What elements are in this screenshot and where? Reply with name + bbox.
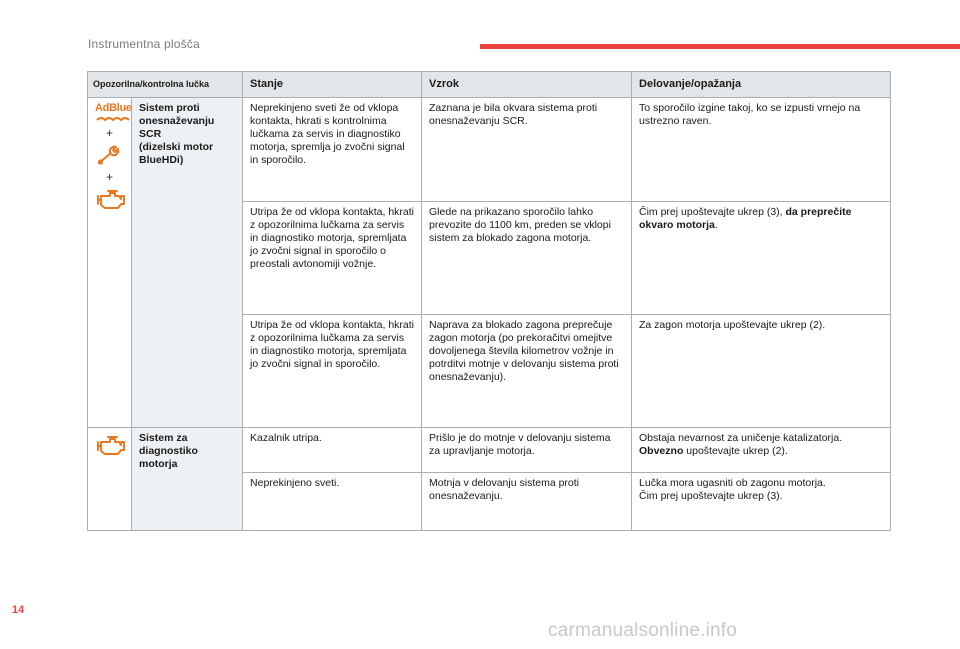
watermark: carmanualsonline.info <box>548 620 738 641</box>
page-header-title: Instrumentna plošča <box>88 37 200 51</box>
action-cell: To sporočilo izgine takoj, ko se izpusti vrnejo na ustrezno raven. <box>632 98 891 202</box>
scr-system-line: Sistem proti <box>139 102 200 114</box>
state-cell: Neprekinjeno sveti že od vklopa kontakta, hkrati s kontrolnima lučkama za servis in diagnostiko motorja, spremlja jo zvočni signal in sporočilo. <box>243 98 422 202</box>
scr-icons-cell <box>88 98 132 428</box>
adblue-icon <box>95 102 132 122</box>
adblue-label: AdBlue <box>95 102 132 114</box>
wrench-icon <box>97 144 123 166</box>
diag-system-line: Sistem za <box>139 432 188 444</box>
table-row <box>88 98 891 202</box>
page-number: 14 <box>12 604 25 616</box>
state-cell: Neprekinjeno sveti. <box>243 473 422 531</box>
action-cell <box>632 428 891 473</box>
plus-sign: + <box>105 170 113 184</box>
action-text-end: . <box>714 219 718 231</box>
plus-sign: + <box>105 126 113 140</box>
scr-system-label <box>132 98 243 428</box>
cause-cell: Prišlo je do motnje v delovanju sistema za upravljanje motorja. <box>422 428 632 473</box>
col-header-lamp: Opozorilna/kontrolna lučka <box>88 72 243 98</box>
scr-system-line: (dizelski motor <box>139 141 214 153</box>
scr-system-line: BlueHDi) <box>139 154 184 166</box>
col-header-cause: Vzrok <box>422 72 632 98</box>
col-header-state: Stanje <box>243 72 422 98</box>
state-cell: Utripa že od vklopa kontakta, hkrati z opozorilnima lučkama za servis in diagnostiko motorja, spremljata jo zvočni signal in sporočilo o preostali avtonomiji vožnje. <box>243 202 422 315</box>
state-cell: Kazalnik utripa. <box>243 428 422 473</box>
action-line: Lučka mora ugasniti ob zagonu motorja. <box>639 477 826 489</box>
cause-cell: Zaznana je bila okvara sistema proti onesnaževanju SCR. <box>422 98 632 202</box>
scr-system-line: SCR <box>139 128 162 140</box>
diag-system-label <box>132 428 243 531</box>
state-cell: Utripa že od vklopa kontakta, hkrati z opozorilnima lučkama za servis in diagnostiko motorja, spremljata jo zvočni signal in sporočilo. <box>243 315 422 428</box>
action-cell: Za zagon motorja upoštevajte ukrep (2). <box>632 315 891 428</box>
diag-icons-cell <box>88 428 132 531</box>
action-emphasis: da preprečite okvaro motorja <box>639 206 852 231</box>
action-line: Obstaja nevarnost za uničenje katalizatorja. <box>639 432 843 444</box>
header-accent-bar <box>480 44 960 49</box>
cause-cell: Motnja v delovanju sistema proti onesnaževanju. <box>422 473 632 531</box>
diag-system-line: motorja <box>139 458 178 470</box>
col-header-action: Delovanje/opažanja <box>632 72 891 98</box>
action-emphasis: Obvezno <box>639 445 684 457</box>
action-line: Čim prej upoštevajte ukrep (3). <box>639 490 783 502</box>
cause-cell: Glede na prikazano sporočilo lahko prevozite do 1100 km, preden se vklopi sistem za blokado zagona motorja. <box>422 202 632 315</box>
cause-cell: Naprava za blokado zagona preprečuje zagon motorja (po prekoračitvi omejitve dovoljenega števila kilometrov vožnje in potrditvi motnje v delovanju sistema proti onesnaževanju). <box>422 315 632 428</box>
action-text-end: upoštevajte ukrep (2). <box>683 445 788 457</box>
table-row <box>88 428 891 473</box>
engine-icon <box>95 188 127 210</box>
diag-system-line: diagnostiko <box>139 445 198 457</box>
scr-system-line: onesnaževanju <box>139 115 215 127</box>
table-header-row <box>88 72 891 98</box>
action-cell <box>632 202 891 315</box>
engine-icon <box>95 434 127 456</box>
action-text: Čim prej upoštevajte ukrep (3), <box>639 206 786 218</box>
action-cell <box>632 473 891 531</box>
warning-lamps-table <box>87 71 891 531</box>
